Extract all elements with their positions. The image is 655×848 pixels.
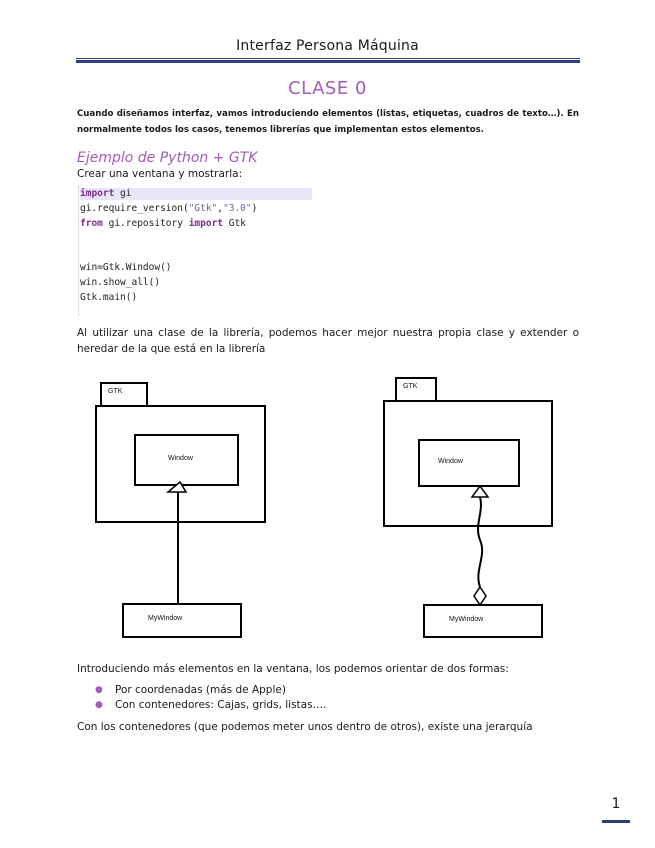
code-text: Gtk (223, 218, 246, 229)
hierarchy-paragraph: Con los contenedores (que podemos meter unos dentro de otros), existe una jerarquía (77, 721, 533, 733)
class-label: Window (438, 458, 463, 465)
package-label: GTK (108, 388, 123, 395)
code-text: ) (251, 203, 258, 214)
code-text: gi (114, 188, 132, 199)
intro-paragraph: Cuando diseñamos interfaz, vamos introduciendo elementos (listas, etiquetas, cuadros de texto…). En normalmente todos los casos, tenemos librerías que implementan estos elementos. (77, 109, 579, 135)
orientation-paragraph: Introduciendo más elementos en la ventana, los podemos orientar de dos formas: (77, 663, 509, 675)
list-item-text: Con contenedores: Cajas, grids, listas…. (115, 699, 327, 711)
section-subtitle: Crear una ventana y mostrarla: (77, 168, 243, 180)
code-keyword: import (188, 218, 224, 229)
class-title: CLASE 0 (288, 78, 367, 99)
list-item-text: Por coordenadas (más de Apple) (115, 684, 286, 696)
code-string: "Gtk" (188, 203, 218, 214)
code-keyword: from (80, 218, 103, 229)
code-string: "3.0" (223, 203, 252, 214)
list-item (95, 698, 326, 713)
code-text: , (217, 203, 224, 214)
code-line-6: Gtk.main() (80, 292, 138, 303)
code-text: gi.require_version( (80, 203, 189, 214)
package-label: GTK (403, 383, 418, 390)
code-line-5: win.show_all() (80, 277, 161, 288)
inheritance-paragraph: Al utilizar una clase de la librería, podemos hacer mejor nuestra propia clase y extender o heredar de la que está en la librería (77, 327, 579, 355)
code-keyword: import (80, 188, 115, 199)
list-item (95, 683, 326, 698)
subclass-label: MyWindow (148, 615, 183, 622)
orientation-list (95, 683, 326, 713)
section-heading: Ejemplo de Python + GTK (77, 150, 258, 166)
page-number: 1 (611, 796, 621, 812)
class-label: Window (168, 455, 193, 462)
code-text: gi.repository (102, 218, 189, 229)
page-number-rule (602, 820, 630, 823)
code-line-4: win=Gtk.Window() (80, 262, 172, 273)
bullet-icon: ● (95, 700, 103, 710)
subclass-label: MyWindow (449, 616, 484, 623)
page-header-title: Interfaz Persona Máquina (236, 38, 419, 54)
bullet-icon: ● (95, 685, 103, 695)
